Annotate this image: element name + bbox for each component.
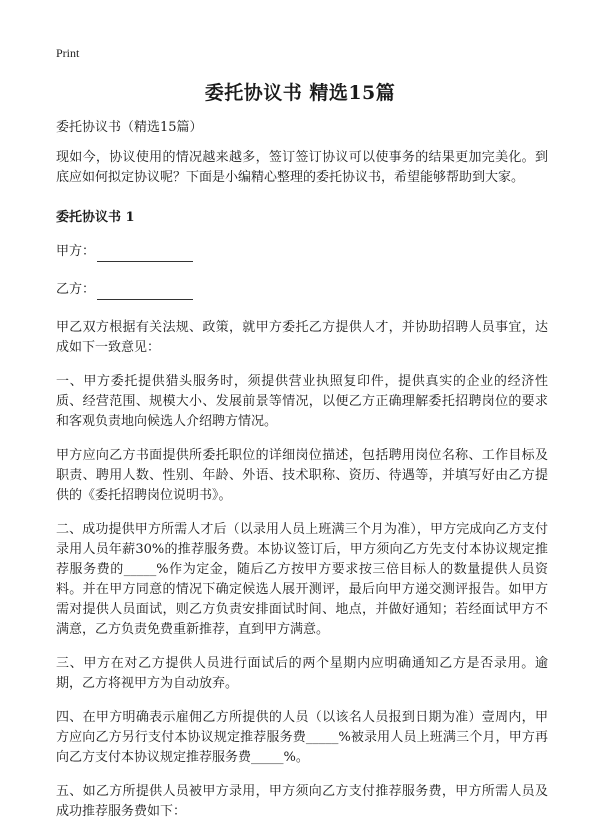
party-a-blank [97, 247, 193, 262]
party-b-label: 乙方： [56, 282, 96, 297]
party-a-label: 甲方： [56, 244, 96, 259]
document-title: 委托协议书 精选15篇 [204, 82, 396, 104]
paragraph: 一、甲方委托提供猎头服务时，须提供营业执照复印件，提供真实的企业的经济性质、经营范围、规模大小、发展前景等情况，以便乙方正确理解委托招聘岗位的要求和客观负责地向候选人介绍聘方情况。 [56, 374, 548, 429]
paragraph: 甲方应向乙方书面提供所委托职位的详细岗位描述，包括聘用岗位名称、工作目标及职责、聘用人数、性别、年龄、外语、技术职称、资历、待遇等，并填写好由乙方提供的《委托招聘岗位说明书》。 [56, 448, 548, 503]
party-b-line [56, 280, 548, 300]
paragraph: 三、甲方在对乙方提供人员进行面试后的两个星期内应明确通知乙方是否录用。逾期，乙方将视甲方为自动放弃。 [56, 656, 548, 691]
party-b-blank [97, 285, 193, 300]
document-subtitle: 委托协议书（精选15篇） [56, 120, 203, 135]
document-body [56, 118, 548, 822]
paragraph: 甲乙双方根据有关法规、政策，就甲方委托乙方提供人才，并协助招聘人员事宜，达成如下一致意见： [56, 320, 548, 355]
section-heading: 委托协议书 1 [56, 210, 135, 225]
intro-paragraph: 现如今，协议使用的情况越来越多，签订签订协议可以使事务的结果更加完美化。到底应如何拟定协议呢？下面是小编精心整理的委托协议书，希望能够帮助到大家。 [56, 150, 548, 185]
paragraph: 五、如乙方所提供人员被甲方录用，甲方须向乙方支付推荐服务费，甲方所需人员及成功推荐服务费如下： [56, 784, 548, 819]
print-link[interactable]: Print [56, 46, 80, 60]
paragraph: 二、成功提供甲方所需人才后（以录用人员上班满三个月为准），甲方完成向乙方支付录用人员年薪30%的推荐服务费。本协议签订后，甲方须向乙方先支付本协议规定推荐服务费的_____%作为定金，随后乙方按甲方要求按三倍目标人的数量提供人员资料。并在甲方同意的情况下确定候选人展开测评，最后向甲方递交测评报告。如甲方需对提供人员面试，则乙方负责安排面试时间、地点，并做好通知；若经面试甲方不满意，乙方负责免费重新推荐，直到甲方满意。 [56, 522, 548, 637]
paragraph: 四、在甲方明确表示雇佣乙方所提供的人员（以该名人员报到日期为准）壹周内，甲方应向乙方另行支付本协议规定推荐服务费_____%被录用人员上班满三个月，甲方再向乙方支付本协议规定推荐服务费_____%。 [56, 710, 548, 765]
party-a-line [56, 242, 548, 262]
